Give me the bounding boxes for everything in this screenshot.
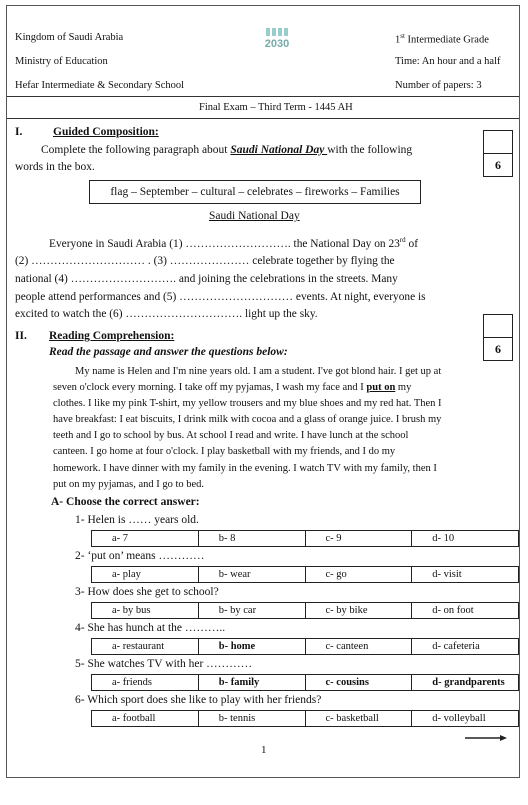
paragraph-line-3: national (4) ………………………. and joining the celebrations in the streets. Many [15, 272, 398, 285]
question-6-options [91, 710, 519, 727]
option-d[interactable]: d- visit [412, 567, 519, 583]
question-5: 5- She watches TV with her ………… [75, 658, 253, 670]
passage-line: teeth and I go to school by bus. At school I read and write. I have lunch at the school [53, 430, 409, 442]
option-a[interactable]: a- play [92, 567, 199, 583]
option-c[interactable]: c- cousins [305, 675, 412, 691]
option-b[interactable]: b- home [198, 639, 305, 655]
header-school: Hefar Intermediate & Secondary School [15, 80, 185, 91]
option-c[interactable]: c- 9 [305, 531, 412, 547]
option-b[interactable]: b- by car [198, 603, 305, 619]
option-c[interactable]: c- by bike [305, 603, 412, 619]
header-grade: 1st Intermediate Grade [395, 32, 489, 46]
question-4: 4- She has hunch at the ……….. [75, 622, 226, 634]
option-c[interactable]: c- go [305, 567, 412, 583]
header-ministry: Ministry of Education [15, 56, 108, 67]
option-d[interactable]: d- grandparents [412, 675, 519, 691]
question-3-options [91, 602, 519, 619]
option-d[interactable]: d- cafeteria [412, 639, 519, 655]
vision-2030-logo: 2030 [247, 28, 307, 68]
passage-line: clothes. I like my pink T-shirt, my yellow trousers and my blue shoes and my red hat. Then I [53, 398, 442, 410]
question-1-options [91, 530, 519, 547]
question-6: 6- Which sport does she like to play with her friends? [75, 694, 322, 706]
option-a[interactable]: a- restaurant [92, 639, 199, 655]
option-d[interactable]: d- on foot [412, 603, 519, 619]
exam-title: Final Exam – Third Term - 1445 AH [199, 102, 353, 113]
section2-score-box [483, 314, 513, 361]
section1-number: I. [15, 126, 23, 138]
passage-line: canteen. I go home at four o'clock. I play basketball with my friends, and I do my [53, 446, 396, 458]
section2-number: II. [15, 330, 27, 342]
option-a[interactable]: a- 7 [92, 531, 199, 547]
section2-score: 6 [495, 342, 501, 356]
reading-passage [53, 364, 515, 493]
question-4-options [91, 638, 519, 655]
section1-score: 6 [495, 158, 501, 172]
exam-page [6, 5, 520, 778]
passage-line: seven o'clock every morning. I take off my pyjamas, I wash my face and I put on my [53, 382, 412, 394]
header-kingdom: Kingdom of Saudi Arabia [15, 32, 124, 43]
paragraph-line-4: people attend performances and (5) ………………………… events. At night, everyone is [15, 290, 426, 303]
section1-instruction: Complete the following paragraph about Saudi National Day with the following [41, 144, 413, 156]
section2-instruction: Read the passage and answer the questions below: [49, 346, 288, 358]
right-arrow-icon [465, 734, 507, 742]
option-a[interactable]: a- by bus [92, 603, 199, 619]
header-divider [7, 96, 519, 97]
option-c[interactable]: c- canteen [305, 639, 412, 655]
option-d[interactable]: d- volleyball [412, 711, 519, 727]
question-5-options [91, 674, 519, 691]
completion-paragraph [15, 232, 426, 324]
header-papers: Number of papers: 3 [395, 80, 482, 91]
question-3: 3- How does she get to school? [75, 586, 219, 598]
paragraph-line-5: excited to watch the (6) …………………………. light up the sky. [15, 308, 318, 321]
word-box: flag – September – cultural – celebrates – fireworks – Families [89, 180, 421, 204]
section2-title: Reading Comprehension: [49, 330, 175, 342]
paragraph-title: Saudi National Day [209, 210, 300, 222]
option-b[interactable]: b- family [198, 675, 305, 691]
passage-line: My name is Helen and I'm nine years old. I am a student. I've got blond hair. I get up at [75, 366, 442, 377]
option-a[interactable]: a- football [92, 711, 199, 727]
option-b[interactable]: b- tennis [198, 711, 305, 727]
option-a[interactable]: a- friends [92, 675, 199, 691]
section1-title: Guided Composition: [53, 126, 159, 138]
option-b[interactable]: b- wear [198, 567, 305, 583]
section1-instruction-cont: words in the box. [15, 161, 95, 173]
passage-line: homework. I have dinner with my family in the evening. I watch TV with my family, then I [53, 462, 437, 474]
page-number: 1 [261, 744, 267, 756]
header-time: Time: An hour and a half [395, 56, 501, 67]
paragraph-line-2: (2) ………………………… . (3) ………………… celebrate together by flying the [15, 255, 395, 268]
part-a-heading: A- Choose the correct answer: [51, 496, 200, 508]
option-d[interactable]: d- 10 [412, 531, 519, 547]
title-divider [7, 118, 519, 119]
option-b[interactable]: b- 8 [198, 531, 305, 547]
section1-score-box [483, 130, 513, 177]
paragraph-line-1: Everyone in Saudi Arabia (1) ………………………. the National Day on 23rd of [49, 236, 419, 250]
passage-line: have breakfast: I eat biscuits, I drink milk with cocoa and a glass of orange juice. I brush my [53, 414, 442, 426]
question-2: 2- ‘put on’ means ………… [75, 550, 205, 562]
option-c[interactable]: c- basketball [305, 711, 412, 727]
passage-line: put on my pyjamas, and I go to bed. [53, 478, 205, 490]
question-2-options [91, 566, 519, 583]
question-1: 1- Helen is …… years old. [75, 514, 199, 526]
